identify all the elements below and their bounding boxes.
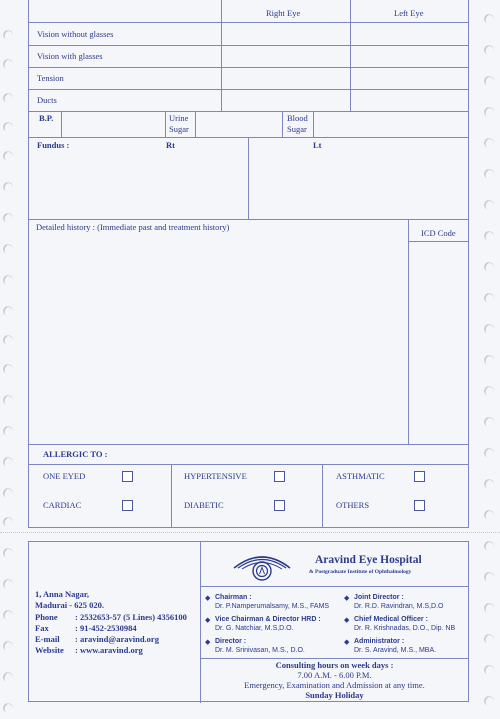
icd-code-label: ICD Code <box>421 228 456 238</box>
others-label: OTHERS <box>336 500 370 510</box>
address-line-2: Madurai - 625 020. <box>35 600 104 610</box>
others-checkbox[interactable] <box>414 500 425 511</box>
asthmatic-label: ASTHMATIC <box>336 471 385 481</box>
detailed-history-label: Detailed history : (Immediate past and treatment history) <box>36 222 230 232</box>
phone-label: Phone <box>35 612 58 622</box>
cardiac-checkbox[interactable] <box>122 500 133 511</box>
vice-chairman-name: Dr. G. Natchiar, M.S,D.O. <box>215 625 294 632</box>
allergic-to-label: ALLERGIC TO : <box>43 449 108 459</box>
vision-with-glasses-label: Vision with glasses <box>37 51 103 61</box>
diabetic-label: DIABETIC <box>184 500 224 510</box>
bullet-icon: ◆ <box>205 638 211 646</box>
hospital-footer <box>28 541 469 702</box>
administrator-name: Dr. S. Aravind, M.S., MBA. <box>354 647 437 654</box>
director-name: Dr. M. Srinivasan, M.S., D.O. <box>215 647 305 654</box>
one-eyed-label: ONE EYED <box>43 471 86 481</box>
email-label: E-mail <box>35 634 60 644</box>
bp-label: B.P. <box>39 113 54 123</box>
tension-label: Tension <box>37 73 64 83</box>
hospital-subtitle: & Postgraduate Institute of Ophthalmology <box>309 569 412 575</box>
chairman-name: Dr. P.Namperumalsamy, M.S., FAMS <box>215 603 330 610</box>
bullet-icon: ◆ <box>344 616 350 624</box>
bullet-icon: ◆ <box>344 594 350 602</box>
cardiac-label: CARDIAC <box>43 500 82 510</box>
fundus-rt-label: Rt <box>166 140 175 150</box>
fundus-label: Fundus : <box>37 140 70 150</box>
consulting-hours-title: Consulting hours on week days : <box>275 660 394 670</box>
bullet-icon: ◆ <box>344 638 350 646</box>
hypertensive-label: HYPERTENSIVE <box>184 471 247 481</box>
blood-sugar-label-2: Sugar <box>287 124 307 134</box>
asthmatic-checkbox[interactable] <box>414 471 425 482</box>
blood-sugar-label-1: Blood <box>287 113 308 123</box>
joint-director-name: Dr. R.D. Ravindran, M.S,D.O <box>354 603 444 610</box>
joint-director-role: Joint Director : <box>354 594 404 601</box>
chief-medical-officer-name: Dr. R. Krishnadas, D.O., Dip. NB <box>354 625 456 632</box>
left-eye-header: Left Eye <box>394 8 424 18</box>
vision-without-glasses-label: Vision without glasses <box>37 29 114 39</box>
perforation-line <box>0 532 500 533</box>
urine-sugar-label-1: Urine <box>169 113 189 123</box>
urine-sugar-label-2: Sugar <box>169 124 189 134</box>
consulting-hours: 7.00 A.M. - 6.00 P.M. <box>297 670 372 680</box>
bullet-icon: ◆ <box>205 594 211 602</box>
email-value: : aravind@aravind.org <box>75 634 159 644</box>
right-binder-holes <box>484 0 498 719</box>
ducts-label: Ducts <box>37 95 57 105</box>
right-eye-header: Right Eye <box>266 8 301 18</box>
one-eyed-checkbox[interactable] <box>122 471 133 482</box>
address-line-1: 1, Anna Nagar, <box>35 589 90 599</box>
director-role: Director : <box>215 638 247 645</box>
bullet-icon: ◆ <box>205 616 211 624</box>
administrator-role: Administrator : <box>354 638 405 645</box>
diabetic-checkbox[interactable] <box>274 500 285 511</box>
phone-value: : 2532653-57 (5 Lines) 4356100 <box>75 612 187 622</box>
sunday-holiday: Sunday Holiday <box>305 690 364 700</box>
vice-chairman-role: Vice Chairman & Director HRD : <box>215 616 321 623</box>
left-binder-holes <box>3 0 17 719</box>
emergency-note: Emergency, Examination and Admission at any time. <box>244 680 425 690</box>
chief-medical-officer-role: Chief Medical Officer : <box>354 616 428 623</box>
fax-label: Fax <box>35 623 49 633</box>
eye-exam-form <box>28 0 469 528</box>
website-value: : www.aravind.org <box>75 645 143 655</box>
fundus-lt-label: Lt <box>313 140 322 150</box>
hypertensive-checkbox[interactable] <box>274 471 285 482</box>
fax-value: : 91-452-2530984 <box>75 623 137 633</box>
hospital-eye-logo-icon <box>231 550 293 584</box>
website-label: Website <box>35 645 64 655</box>
hospital-name: Aravind Eye Hospital <box>315 554 422 566</box>
chairman-role: Chairman : <box>215 594 252 601</box>
